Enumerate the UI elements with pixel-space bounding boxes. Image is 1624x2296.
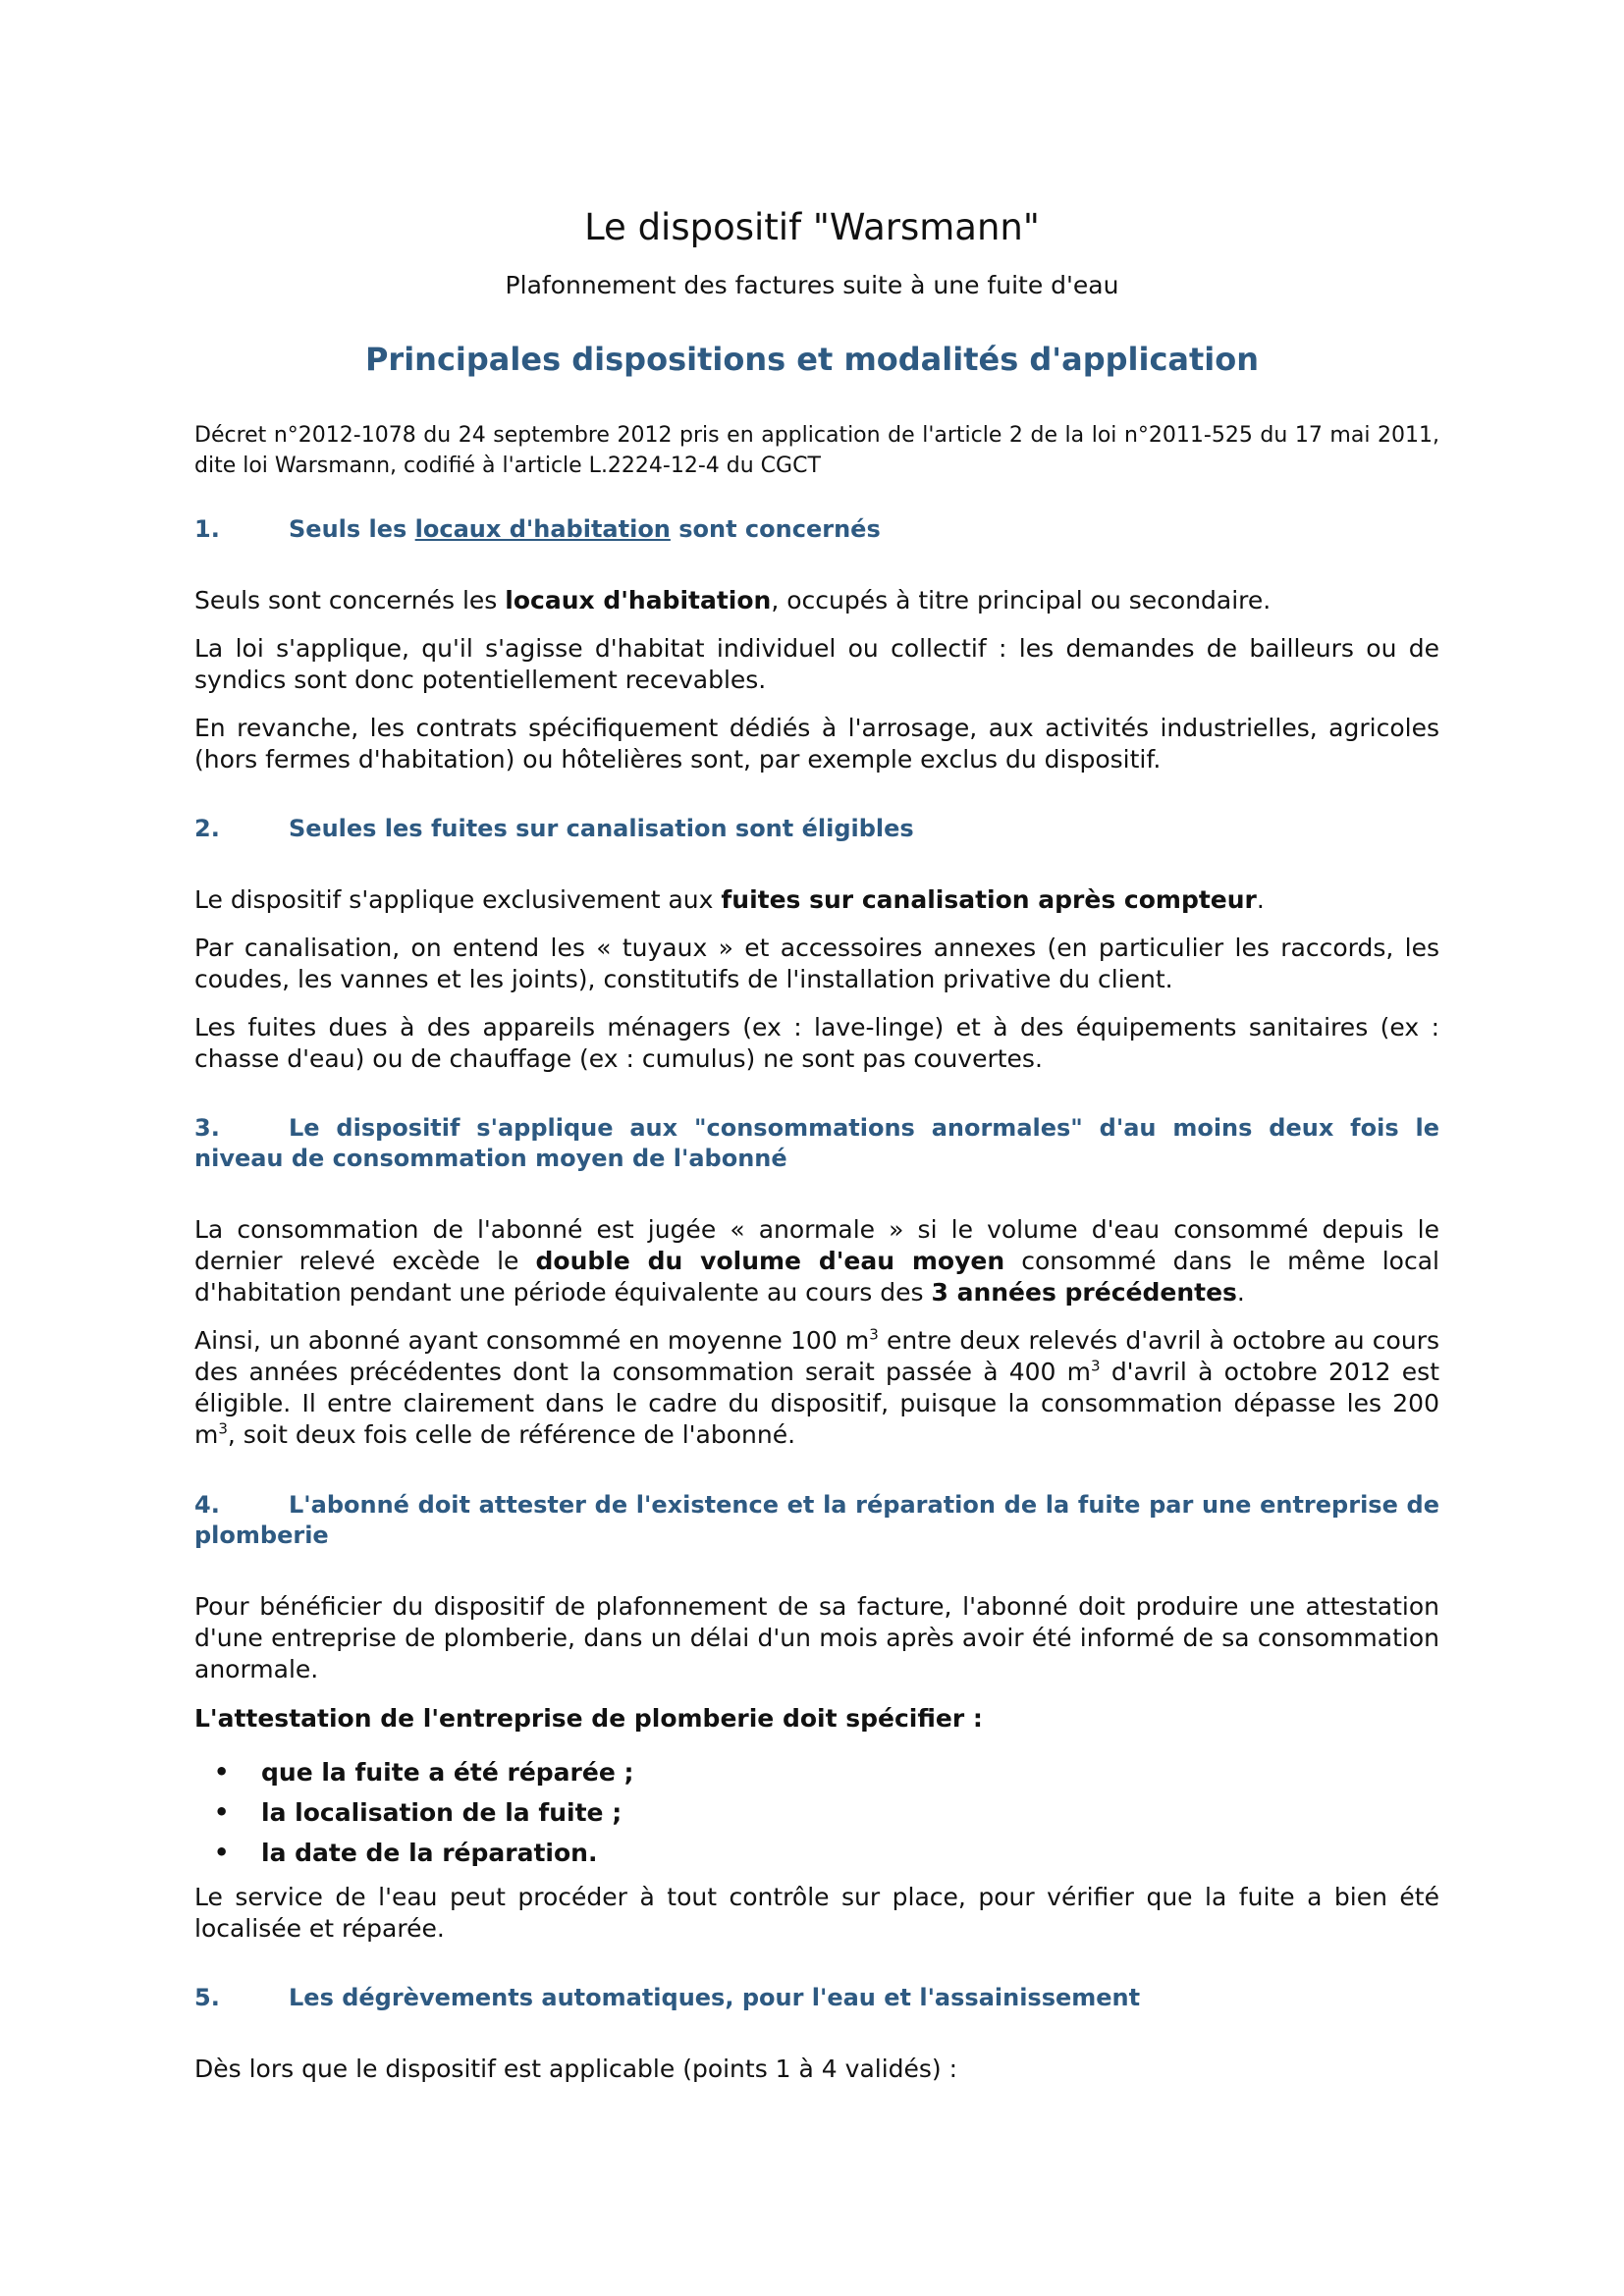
bold-text: double du volume d'eau moyen [535,1247,1005,1275]
section-4-paragraph-2: L'attestation de l'entreprise de plomberie doit spécifier : [194,1704,983,1733]
section-4-paragraph-1: Pour bénéficier du dispositif de plafonnement de sa facture, l'abonné doit produire une attestation d'une entreprise de plomberie, dans un délai d'un mois après avoir été informé de sa consommation anormale. [194,1592,1439,1683]
heading-text: Seuls les [289,515,415,543]
section-number: 4. [194,1491,220,1519]
list-item: • que la fuite a été réparée ; [194,1752,1439,1792]
text: d'avril à octobre 2012 est éligible. Il entre clairement dans le cadre du dispositif, puisque la consommation dépasse les 200 m [194,1358,1439,1449]
heading-underlined: locaux d'habitation [414,515,671,543]
section-4-heading [194,1490,1439,1551]
document-subtitle: Plafonnement des factures suite à une fuite d'eau [505,271,1119,299]
text: La consommation de l'abonné est jugée « anormale » si le volume d'eau consommé depuis le dernier relevé excède le [194,1215,1439,1275]
section-1-paragraph-3: En revanche, les contrats spécifiquement dédiés à l'arrosage, aux activités industrielles, agricoles (hors fermes d'habitation) ou hôtelières sont, par exemple exclus du dispositif. [194,714,1439,774]
section-number: 3. [194,1114,220,1142]
superscript: 3 [869,1325,879,1344]
main-heading: Principales dispositions et modalités d'application [364,341,1260,378]
bold-text: fuites sur canalisation après compteur [721,885,1257,914]
section-2-heading [194,814,1439,844]
text: . [1236,1278,1245,1307]
text: entre deux relevés d'avril à octobre au cours des années précédentes dont la consommation serait passée à 400 m [194,1326,1439,1386]
heading-text: Le dispositif s'applique aux "consommations anormales" d'au moins deux fois le niveau de consommation moyen de l'abonné [194,1114,1439,1172]
section-3-paragraph-2 [194,1325,1439,1451]
section-3-paragraph-1 [194,1214,1439,1308]
section-number: 1. [194,515,220,543]
heading-text: Les dégrèvements automatiques, pour l'eau et l'assainissement [289,1984,1141,2011]
bold-text: locaux d'habitation [505,586,772,614]
section-2-paragraph-1 [194,884,1439,916]
superscript: 3 [1091,1357,1101,1375]
decree-reference: Décret n°2012-1078 du 24 septembre 2012 pris en application de l'article 2 de la loi n°2011-525 du 17 mai 2011, dite loi Warsmann, codifié à l'article L.2224-12-4 du CGCT [194,423,1439,478]
superscript: 3 [218,1419,228,1438]
bold-text: 3 années précédentes [931,1278,1237,1307]
section-2-paragraph-2: Par canalisation, on entend les « tuyaux » et accessoires annexes (en particulier les raccords, les coudes, les vannes et les joints), constitutifs de l'installation privative du client. [194,934,1439,993]
text: consommé dans le même local d'habitation pendant une période équivalente au cours des [194,1247,1439,1307]
list-item: • la date de la réparation. [194,1833,1439,1873]
heading-text: L'abonné doit attester de l'existence et la réparation de la fuite par une entreprise de plomberie [194,1491,1439,1549]
text: . [1256,885,1265,914]
section-number: 2. [194,815,220,842]
heading-text: sont concernés [670,515,881,543]
text: , soit deux fois celle de référence de l'abonné. [227,1420,796,1449]
section-5-paragraph-1: Dès lors que le dispositif est applicable (points 1 à 4 validés) : [194,2055,958,2083]
section-number: 5. [194,1984,220,2011]
section-1-heading [194,514,1439,545]
section-1-paragraph-1 [194,585,1439,616]
heading-text: Seules les fuites sur canalisation sont éligibles [289,815,914,842]
section-4-paragraph-3: Le service de l'eau peut procéder à tout contrôle sur place, pour vérifier que la fuite a bien été localisée et réparée. [194,1883,1439,1943]
text: Seuls sont concernés les [194,586,506,614]
section-3-heading [194,1113,1439,1174]
section-1-paragraph-2: La loi s'applique, qu'il s'agisse d'habitat individuel ou collectif : les demandes de bailleurs ou de syndics sont donc potentiellement recevables. [194,634,1439,694]
section-5-heading [194,1983,1439,2013]
list-item: • la localisation de la fuite ; [194,1792,1439,1833]
document-title: Le dispositif "Warsmann" [584,206,1040,248]
section-2-paragraph-3: Les fuites dues à des appareils ménagers (ex : lave-linge) et à des équipements sanitaires (ex : chasse d'eau) ou de chauffage (ex : cumulus) ne sont pas couvertes. [194,1013,1439,1073]
text: Ainsi, un abonné ayant consommé en moyenne 100 m [194,1326,870,1355]
text: , occupés à titre principal ou secondaire. [771,586,1272,614]
requirements-list [194,1752,1439,1873]
text: Le dispositif s'applique exclusivement aux [194,885,722,914]
